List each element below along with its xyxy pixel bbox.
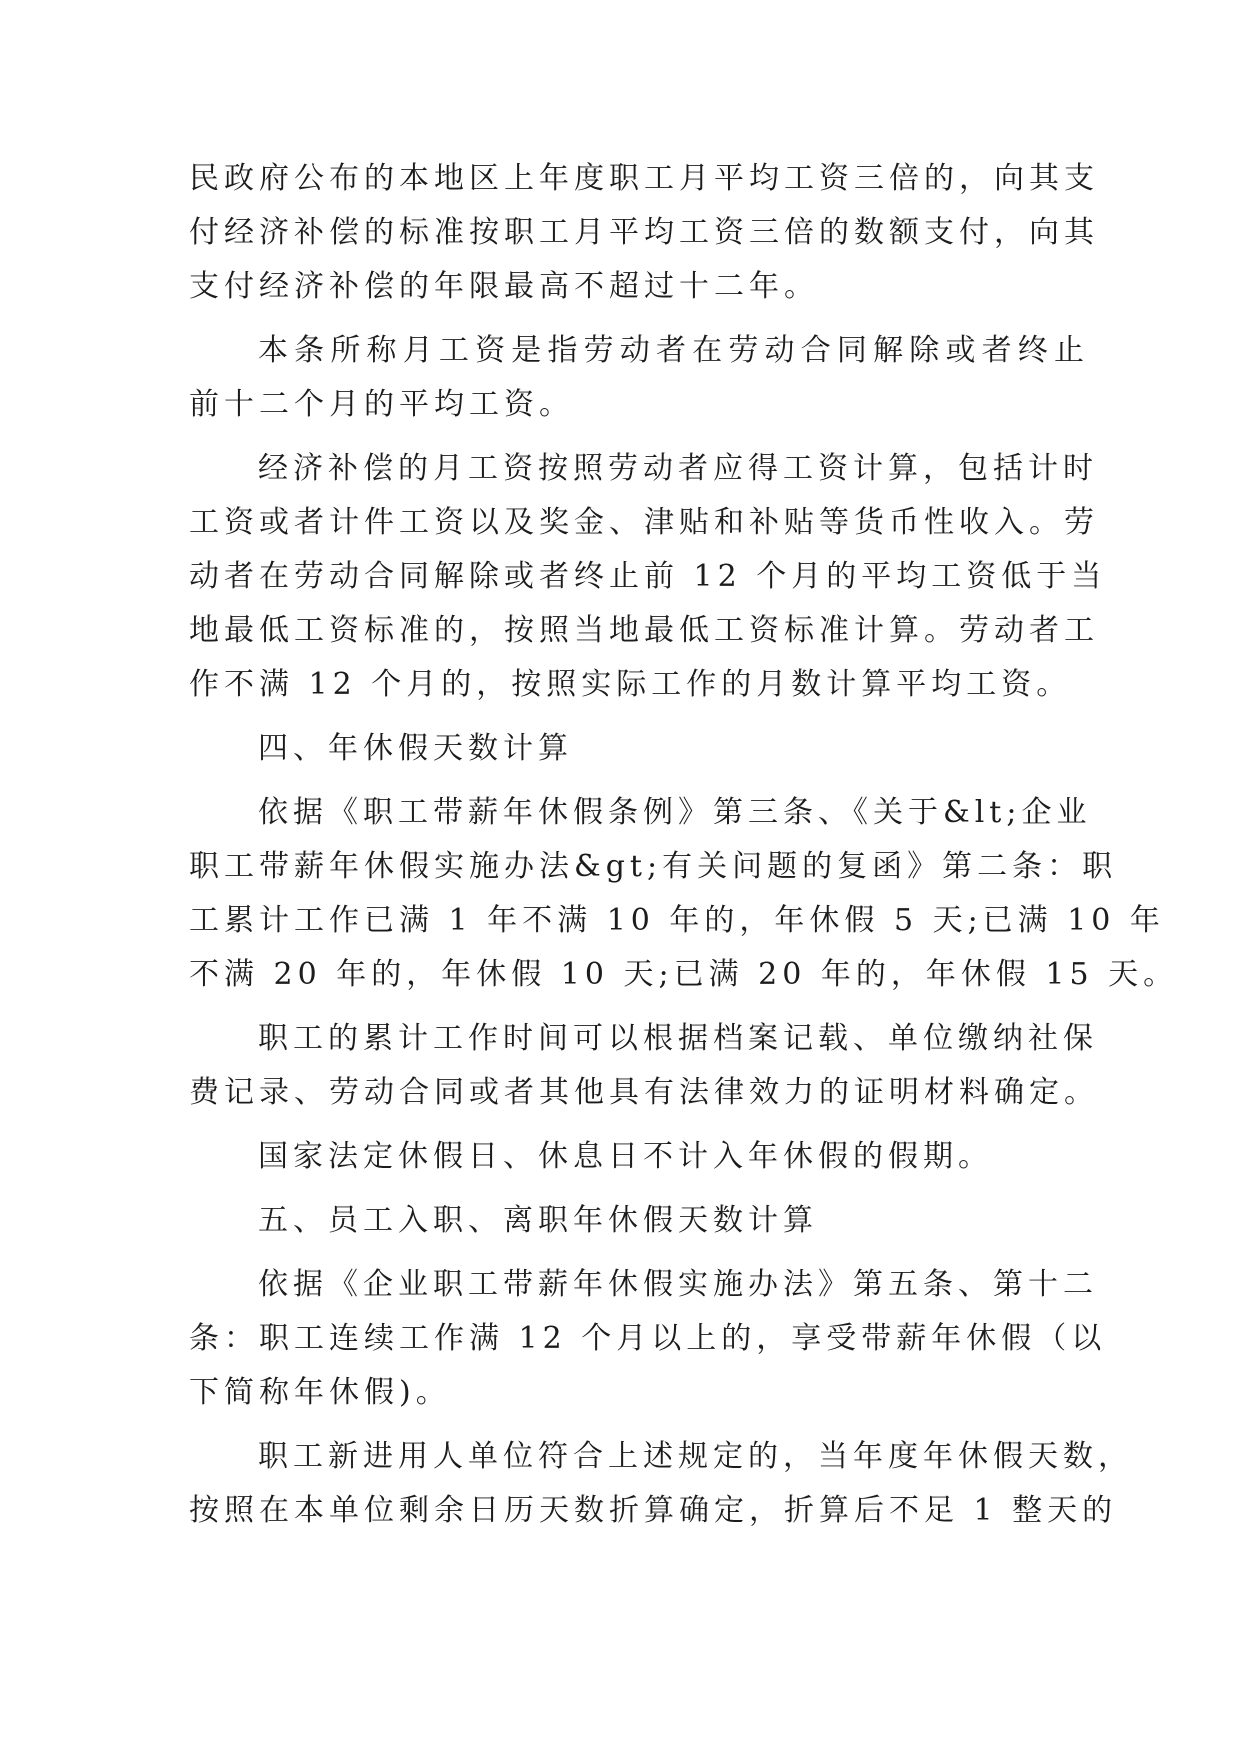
text-line: 职工新进用人单位符合上述规定的，当年度年休假天数，	[258, 1439, 1133, 1474]
text-line: 工资或者计件工资以及奖金、津贴和补贴等货币性收入。劳	[189, 505, 1099, 540]
text-line: 下简称年休假)。	[189, 1375, 451, 1410]
text-line: 按照在本单位剩余日历天数折算确定，折算后不足 1 整天的	[189, 1493, 1118, 1528]
text-line: 依据《企业职工带薪年休假实施办法》第五条、第十二	[258, 1267, 1098, 1302]
text-line: 支付经济补偿的年限最高不超过十二年。	[189, 269, 819, 304]
section-heading: 五、员工入职、离职年休假天数计算	[258, 1203, 818, 1238]
text-line: 本条所称月工资是指劳动者在劳动合同解除或者终止	[258, 333, 1089, 368]
text-line: 国家法定休假日、休息日不计入年休假的假期。	[258, 1139, 993, 1174]
text-line: 职工的累计工作时间可以根据档案记载、单位缴纳社保	[258, 1021, 1098, 1056]
text-line: 职工带薪年休假实施办法&gt;有关问题的复函》第二条：职	[189, 849, 1118, 884]
text-line: 费记录、劳动合同或者其他具有法律效力的证明材料确定。	[189, 1075, 1099, 1110]
document-body	[189, 152, 1179, 1538]
text-line: 工累计工作已满 1 年不满 10 年的，年休假 5 天;已满 10 年	[189, 903, 1165, 938]
text-line: 地最低工资标准的，按照当地最低工资标准计算。劳动者工	[189, 613, 1099, 648]
section-heading: 四、年休假天数计算	[258, 731, 573, 766]
text-line: 民政府公布的本地区上年度职工月平均工资三倍的，向其支	[189, 161, 1099, 196]
text-line: 动者在劳动合同解除或者终止前 12 个月的平均工资低于当	[189, 559, 1107, 594]
text-line: 作不满 12 个月的，按照实际工作的月数计算平均工资。	[189, 667, 1072, 702]
text-line: 不满 20 年的，年休假 10 天;已满 20 年的，年休假 15 天。	[189, 957, 1179, 992]
text-line: 付经济补偿的标准按职工月平均工资三倍的数额支付，向其	[189, 215, 1099, 250]
text-line: 依据《职工带薪年休假条例》第三条、《关于&lt;企业	[258, 795, 1092, 830]
text-line: 经济补偿的月工资按照劳动者应得工资计算，包括计时	[258, 451, 1098, 486]
text-line: 前十二个月的平均工资。	[189, 387, 574, 422]
text-line: 条：职工连续工作满 12 个月以上的，享受带薪年休假（以	[189, 1321, 1107, 1356]
